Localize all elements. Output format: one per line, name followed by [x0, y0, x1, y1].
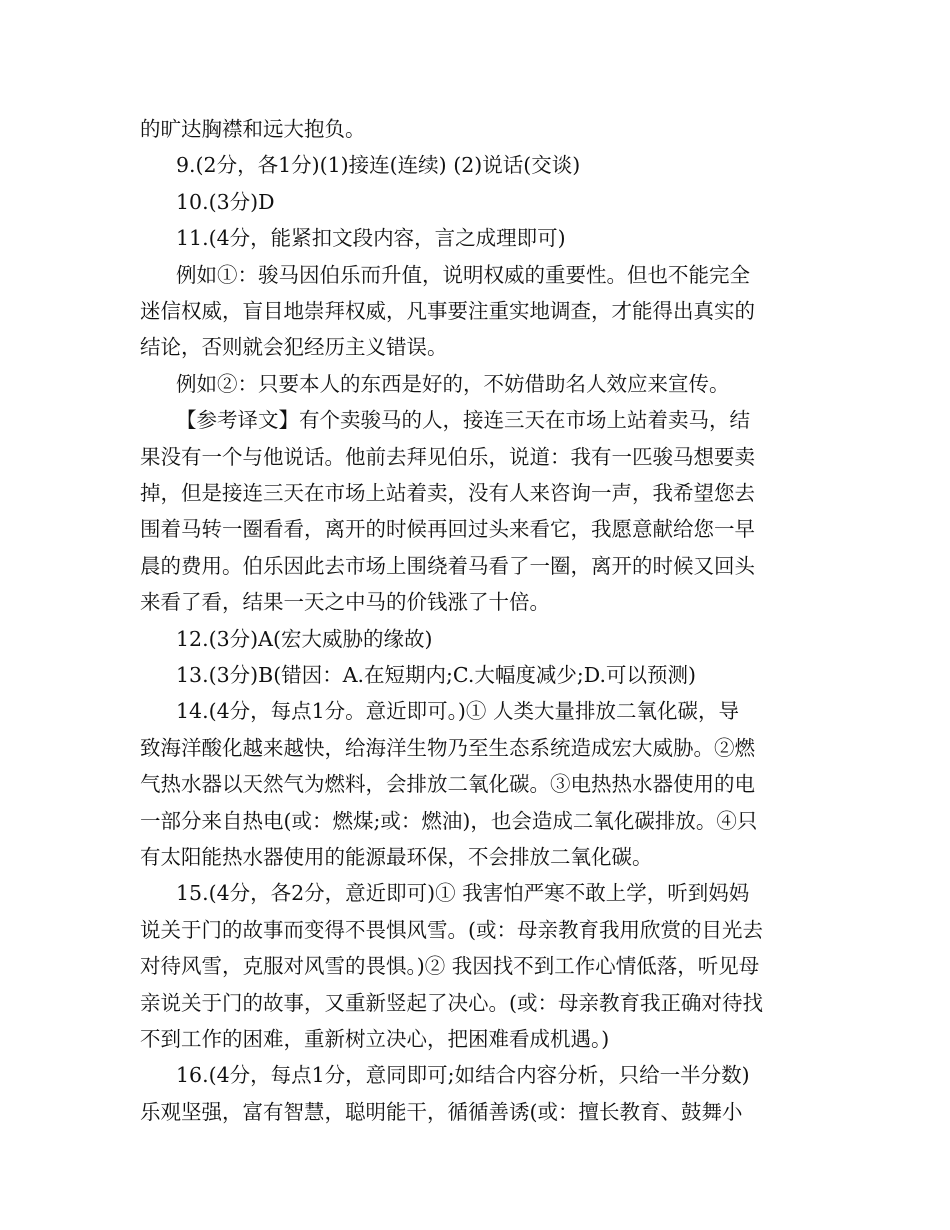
text-line	[0, 947, 950, 985]
text-line-content: 迷信权威，盲目地崇拜权威，凡事要注重实地调查，才能得出真实的	[140, 299, 755, 323]
text-line-content: 9.(2分，各1分)(1)接连(连续) (2)说话(交谈)	[176, 153, 581, 178]
text-line	[0, 802, 950, 840]
text-line	[0, 219, 950, 257]
text-line	[0, 874, 950, 912]
text-line	[0, 110, 950, 148]
text-line-content: 晨的费用。伯乐因此去市场上围绕着马看了一圈，离开的时候又回头	[140, 553, 755, 578]
text-line-content: 不到工作的困难，重新树立决心，把困难看成机遇。)	[140, 1027, 610, 1051]
text-line-content: 14.(4分，每点1分。意近即可。)① 人类大量排放二氧化碳，导	[176, 699, 739, 724]
text-line-content: 围着马转一圈看看，离开的时候再回过头来看它，我愿意献给您一早	[140, 517, 755, 542]
text-line	[0, 838, 950, 876]
text-line-content: 的旷达胸襟和远大抱负。	[140, 117, 366, 141]
text-line	[0, 583, 950, 621]
text-line-content: 亲说关于门的故事，又重新竖起了决心。(或：母亲教育我正确对待找	[140, 990, 763, 1015]
text-line-content: 致海洋酸化越来越快，给海洋生物乃至生态系统造成宏大威胁。②燃	[140, 735, 755, 760]
text-line	[0, 765, 950, 803]
text-line	[0, 729, 950, 767]
text-line-content: 13.(3分)B(错因：A.在短期内;C.大幅度减少;D.可以预测)	[176, 663, 697, 687]
text-line	[0, 438, 950, 476]
text-line-content: 来看了看，结果一天之中马的价钱涨了十倍。	[140, 590, 550, 615]
text-line	[0, 183, 950, 221]
text-line	[0, 401, 950, 439]
text-line	[0, 256, 950, 294]
text-line-content: 例如②：只要本人的东西是好的，不妨借助名人效应来宣传。	[176, 371, 730, 396]
text-line	[0, 911, 950, 949]
text-line-content: 16.(4分，每点1分，意同即可;如结合内容分析，只给一半分数)	[176, 1063, 750, 1088]
text-line-content: 有太阳能热水器使用的能源最环保，不会排放二氧化碳。	[140, 845, 653, 869]
text-line-content: 说关于门的故事而变得不畏惧风雪。(或：母亲教育我用欣赏的目光去	[140, 917, 763, 942]
text-line-content: 【参考译文】有个卖骏马的人，接连三天在市场上站着卖马，结	[176, 408, 750, 433]
text-line-content: 10.(3分)D	[176, 189, 275, 214]
text-line	[0, 984, 950, 1022]
text-line-content: 结论，否则就会犯经历主义错误。	[140, 335, 448, 360]
text-line	[0, 474, 950, 512]
text-line	[0, 365, 950, 403]
text-line	[0, 510, 950, 548]
text-line-content: 11.(4分，能紧扣文段内容，言之成理即可)	[176, 226, 566, 251]
text-line	[0, 1056, 950, 1094]
text-line-content: 15.(4分，各2分，意近即可)① 我害怕严寒不敢上学，听到妈妈	[176, 881, 750, 906]
text-line-content: 12.(3分)A(宏大威胁的缘故)	[176, 626, 433, 651]
text-line	[0, 620, 950, 658]
text-line	[0, 547, 950, 585]
text-line	[0, 1020, 950, 1058]
text-line	[0, 692, 950, 730]
text-line	[0, 1093, 950, 1131]
text-line-content: 气热水器以天然气为燃料，会排放二氧化碳。③电热热水器使用的电	[140, 772, 755, 797]
text-line-content: 例如①：骏马因伯乐而升值，说明权威的重要性。但也不能完全	[176, 262, 750, 287]
text-line	[0, 656, 950, 694]
text-line	[0, 292, 950, 330]
text-line	[0, 328, 950, 366]
text-line-content: 乐观坚强，富有智慧，聪明能干，循循善诱(或：擅长教育、鼓舞小	[140, 1099, 743, 1124]
text-line	[0, 146, 950, 184]
text-line-content: 掉，但是接连三天在市场上站着卖，没有人来咨询一声，我希望您去	[140, 481, 755, 505]
text-line-content: 果没有一个与他说话。他前去拜见伯乐，说道：我有一匹骏马想要卖	[140, 444, 755, 469]
text-line-content: 一部分来自热电(或：燃煤;或：燃油)，也会造成二氧化碳排放。④只	[140, 808, 758, 833]
text-line-content: 对待风雪，克服对风雪的畏惧。)② 我因找不到工作心情低落，听见母	[140, 954, 760, 979]
